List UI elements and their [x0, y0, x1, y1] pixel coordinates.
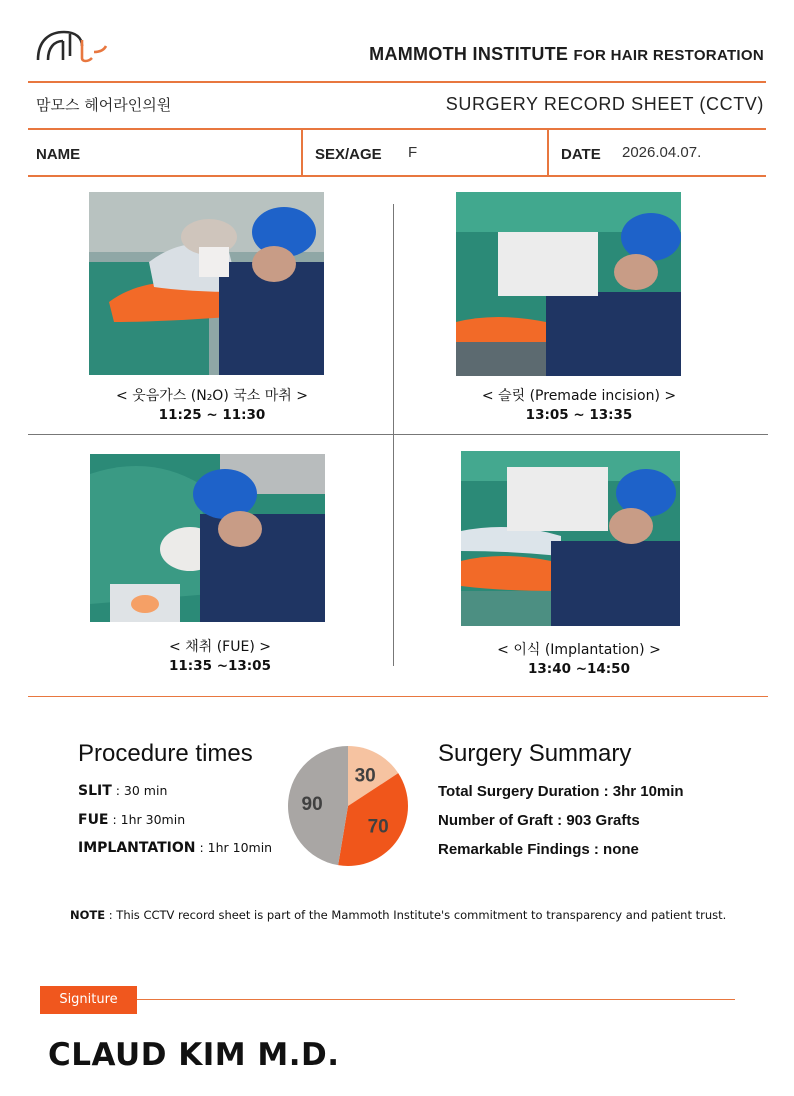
- header-divider-3: [28, 175, 766, 177]
- note-text: : This CCTV record sheet is part of the Mammoth Institute's commitment to transparency and patient trust.: [105, 908, 727, 922]
- grid-vertical-divider: [393, 204, 394, 666]
- cctv-photo-slit: [456, 192, 681, 376]
- step-title-1: < 웃음가스 (N₂O) 국소 마취 >: [116, 388, 308, 404]
- step-time-1: 11:25 ~ 11:30: [158, 407, 266, 423]
- pie-label-fue: 90: [301, 794, 323, 816]
- step-title-4: < 이식 (Implantation) >: [497, 642, 661, 658]
- date-label: DATE: [561, 146, 601, 163]
- step-title-3: < 채취 (FUE) >: [169, 639, 271, 655]
- mammoth-logo: [36, 28, 108, 64]
- pie-label-implantation: 70: [367, 816, 389, 838]
- procedure-row-fue: [78, 812, 185, 828]
- note-label: NOTE: [70, 908, 106, 922]
- grid-horizontal-divider: [28, 434, 768, 435]
- signature-badge: Signiture: [40, 986, 137, 1014]
- institute-main: MAMMOTH INSTITUTE: [369, 44, 569, 64]
- procedure-value-slit: : 30 min: [111, 783, 168, 798]
- step-caption-4: [429, 641, 729, 679]
- procedure-label-fue: FUE: [78, 812, 109, 828]
- surgery-summary-title: Surgery Summary: [438, 740, 632, 767]
- procedure-value-implantation: : 1hr 10min: [195, 840, 273, 855]
- field-separator-1: [301, 129, 303, 177]
- step-time-2: 13:05 ~ 13:35: [525, 407, 633, 423]
- pie-label-slit: 30: [354, 765, 376, 787]
- signature-line: [137, 999, 735, 1000]
- institute-suffix: FOR HAIR RESTORATION: [573, 47, 764, 64]
- field-separator-2: [547, 129, 549, 177]
- summary-total-duration: Total Surgery Duration : 3hr 10min: [438, 783, 684, 800]
- doctor-name: CLAUD KIM M.D.: [48, 1037, 340, 1073]
- note: [70, 908, 726, 922]
- step-time-4: 13:40 ~14:50: [528, 661, 630, 677]
- header-divider-2: [28, 128, 766, 130]
- summary-graft-count: Number of Graft : 903 Grafts: [438, 812, 640, 829]
- summary-remarkable-findings: Remarkable Findings : none: [438, 841, 639, 858]
- cctv-photo-anesthesia: [89, 192, 324, 375]
- header-divider-1: [28, 81, 766, 83]
- date-value: 2026.04.07.: [622, 144, 702, 161]
- sex-age-label: SEX/AGE: [315, 146, 382, 163]
- procedure-label-slit: SLIT: [78, 783, 112, 799]
- step-caption-3: [70, 638, 370, 676]
- cctv-photo-fue: [90, 454, 325, 622]
- clinic-name-korean: 맘모스 헤어라인의원: [36, 96, 172, 114]
- step-caption-1: [62, 387, 362, 425]
- procedure-value-fue: : 1hr 30min: [108, 812, 186, 827]
- name-label: NAME: [36, 146, 81, 163]
- section-divider: [28, 696, 768, 697]
- institute-name: [369, 44, 764, 65]
- sex-age-value: F: [408, 144, 418, 161]
- cctv-photo-implantation: [461, 451, 680, 626]
- step-time-3: 11:35 ~13:05: [169, 658, 271, 674]
- procedure-times-title: Procedure times: [78, 740, 253, 767]
- step-title-2: < 슬릿 (Premade incision) >: [481, 388, 677, 404]
- sheet-title: SURGERY RECORD SHEET (CCTV): [445, 94, 764, 114]
- procedure-pie-chart: [287, 745, 409, 867]
- step-caption-2: [429, 387, 729, 425]
- procedure-row-implantation: [78, 840, 272, 856]
- procedure-label-implantation: IMPLANTATION: [78, 840, 196, 856]
- procedure-row-slit: [78, 783, 167, 799]
